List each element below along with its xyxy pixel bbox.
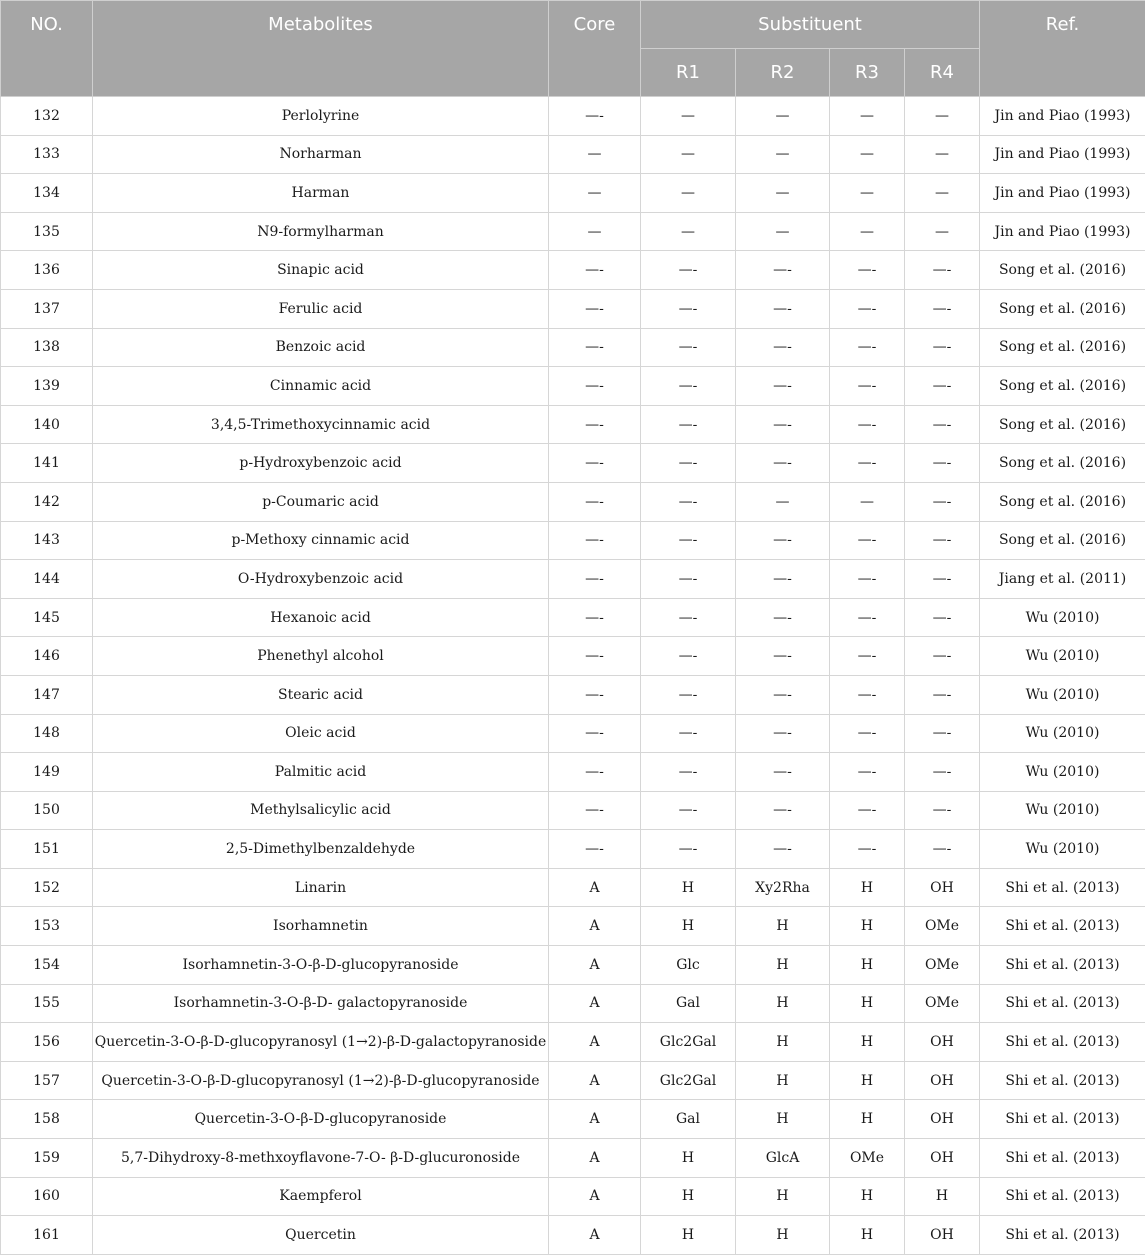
- cell-core: —-: [549, 637, 641, 676]
- cell-r3: —-: [830, 830, 905, 869]
- cell-r1: —-: [641, 675, 736, 714]
- cell-core: —-: [549, 675, 641, 714]
- table-row: [1, 521, 1145, 560]
- table-row: [1, 984, 1145, 1023]
- cell-r2: —: [736, 212, 830, 251]
- cell-r1: —-: [641, 637, 736, 676]
- cell-core: —: [549, 212, 641, 251]
- header-core: Core: [549, 1, 641, 97]
- cell-r4: OH: [905, 1216, 980, 1255]
- cell-r1: —-: [641, 444, 736, 483]
- cell-metabolite: 2,5-Dimethylbenzaldehyde: [93, 830, 549, 869]
- cell-r2: H: [736, 1023, 830, 1062]
- cell-r3: H: [830, 907, 905, 946]
- cell-metabolite: 5,7-Dihydroxy-8-methxoyflavone-7-O- β-D-glucuronoside: [93, 1139, 549, 1178]
- cell-r3: —: [830, 97, 905, 136]
- cell-r3: —-: [830, 598, 905, 637]
- table-row: [1, 367, 1145, 406]
- cell-r3: —: [830, 135, 905, 174]
- cell-r1: —: [641, 174, 736, 213]
- cell-metabolite: Quercetin-3-O-β-D-glucopyranosyl (1→2)-β-D-glucopyranoside: [93, 1061, 549, 1100]
- cell-r3: —-: [830, 328, 905, 367]
- cell-metabolite: Isorhamnetin-3-O-β-D- galactopyranoside: [93, 984, 549, 1023]
- cell-r1: H: [641, 1177, 736, 1216]
- cell-metabolite: Isorhamnetin-3-O-β-D-glucopyranoside: [93, 946, 549, 985]
- cell-core: A: [549, 907, 641, 946]
- cell-r4: OH: [905, 1061, 980, 1100]
- cell-r2: H: [736, 1100, 830, 1139]
- cell-metabolite: Stearic acid: [93, 675, 549, 714]
- cell-core: —-: [549, 289, 641, 328]
- cell-r3: H: [830, 1177, 905, 1216]
- table-row: [1, 251, 1145, 290]
- cell-r2: —-: [736, 289, 830, 328]
- header-ref: Ref.: [980, 1, 1145, 97]
- cell-no: 149: [1, 753, 93, 792]
- cell-r4: OMe: [905, 984, 980, 1023]
- cell-metabolite: Palmitic acid: [93, 753, 549, 792]
- cell-metabolite: Quercetin-3-O-β-D-glucopyranoside: [93, 1100, 549, 1139]
- cell-ref: Shi et al. (2013): [980, 1216, 1145, 1255]
- cell-core: A: [549, 1061, 641, 1100]
- cell-r2: H: [736, 1216, 830, 1255]
- cell-r4: —: [905, 97, 980, 136]
- cell-r4: OMe: [905, 946, 980, 985]
- cell-ref: Shi et al. (2013): [980, 984, 1145, 1023]
- cell-core: —-: [549, 251, 641, 290]
- cell-r1: —-: [641, 328, 736, 367]
- cell-r2: —-: [736, 444, 830, 483]
- cell-no: 158: [1, 1100, 93, 1139]
- cell-r3: —-: [830, 560, 905, 599]
- cell-r1: —-: [641, 560, 736, 599]
- cell-core: —-: [549, 753, 641, 792]
- cell-r2: —-: [736, 675, 830, 714]
- cell-metabolite: N9-formylharman: [93, 212, 549, 251]
- cell-r2: —: [736, 482, 830, 521]
- cell-r4: —-: [905, 444, 980, 483]
- table-row: [1, 97, 1145, 136]
- cell-r2: Xy2Rha: [736, 868, 830, 907]
- cell-r4: OH: [905, 868, 980, 907]
- cell-metabolite: Quercetin: [93, 1216, 549, 1255]
- cell-core: A: [549, 946, 641, 985]
- cell-r4: OMe: [905, 907, 980, 946]
- table-row: [1, 868, 1145, 907]
- cell-core: —-: [549, 791, 641, 830]
- cell-r3: H: [830, 984, 905, 1023]
- cell-no: 159: [1, 1139, 93, 1178]
- cell-no: 136: [1, 251, 93, 290]
- cell-r3: —-: [830, 753, 905, 792]
- cell-no: 154: [1, 946, 93, 985]
- cell-core: A: [549, 868, 641, 907]
- cell-no: 160: [1, 1177, 93, 1216]
- header-r2: R2: [736, 49, 830, 97]
- table-row: [1, 482, 1145, 521]
- cell-r3: H: [830, 1100, 905, 1139]
- table-row: [1, 791, 1145, 830]
- table-row: [1, 289, 1145, 328]
- cell-ref: Wu (2010): [980, 753, 1145, 792]
- cell-r2: —: [736, 135, 830, 174]
- cell-r2: H: [736, 1177, 830, 1216]
- cell-no: 143: [1, 521, 93, 560]
- cell-no: 147: [1, 675, 93, 714]
- cell-ref: Jin and Piao (1993): [980, 174, 1145, 213]
- cell-metabolite: Ferulic acid: [93, 289, 549, 328]
- cell-r2: —-: [736, 598, 830, 637]
- cell-metabolite: Norharman: [93, 135, 549, 174]
- cell-no: 137: [1, 289, 93, 328]
- cell-no: 138: [1, 328, 93, 367]
- cell-ref: Shi et al. (2013): [980, 907, 1145, 946]
- cell-metabolite: Methylsalicylic acid: [93, 791, 549, 830]
- cell-r3: —-: [830, 251, 905, 290]
- cell-r1: —-: [641, 405, 736, 444]
- cell-r3: H: [830, 1216, 905, 1255]
- cell-metabolite: Hexanoic acid: [93, 598, 549, 637]
- cell-no: 157: [1, 1061, 93, 1100]
- cell-r2: —-: [736, 521, 830, 560]
- cell-no: 146: [1, 637, 93, 676]
- cell-r3: H: [830, 1061, 905, 1100]
- cell-r4: —-: [905, 598, 980, 637]
- cell-ref: Wu (2010): [980, 830, 1145, 869]
- cell-ref: Wu (2010): [980, 637, 1145, 676]
- cell-r3: —: [830, 482, 905, 521]
- cell-no: 155: [1, 984, 93, 1023]
- cell-r4: —-: [905, 289, 980, 328]
- cell-metabolite: Benzoic acid: [93, 328, 549, 367]
- cell-core: —-: [549, 830, 641, 869]
- cell-no: 151: [1, 830, 93, 869]
- cell-ref: Song et al. (2016): [980, 289, 1145, 328]
- cell-r1: —: [641, 135, 736, 174]
- table-row: [1, 675, 1145, 714]
- cell-metabolite: Oleic acid: [93, 714, 549, 753]
- cell-r2: —-: [736, 251, 830, 290]
- table-row: [1, 405, 1145, 444]
- cell-r4: H: [905, 1177, 980, 1216]
- cell-ref: Shi et al. (2013): [980, 868, 1145, 907]
- cell-no: 141: [1, 444, 93, 483]
- cell-ref: Shi et al. (2013): [980, 1177, 1145, 1216]
- cell-r2: —-: [736, 367, 830, 406]
- cell-ref: Jin and Piao (1993): [980, 135, 1145, 174]
- cell-core: A: [549, 984, 641, 1023]
- cell-r1: H: [641, 1139, 736, 1178]
- cell-r3: —-: [830, 444, 905, 483]
- cell-ref: Song et al. (2016): [980, 482, 1145, 521]
- cell-r2: H: [736, 907, 830, 946]
- cell-r2: GlcA: [736, 1139, 830, 1178]
- cell-no: 132: [1, 97, 93, 136]
- cell-ref: Song et al. (2016): [980, 251, 1145, 290]
- cell-core: —-: [549, 367, 641, 406]
- cell-r3: —-: [830, 791, 905, 830]
- table-row: [1, 1177, 1145, 1216]
- cell-r4: —-: [905, 482, 980, 521]
- cell-metabolite: Kaempferol: [93, 1177, 549, 1216]
- cell-core: A: [549, 1100, 641, 1139]
- cell-r4: —-: [905, 521, 980, 560]
- cell-r2: H: [736, 946, 830, 985]
- cell-r1: Glc: [641, 946, 736, 985]
- cell-core: —-: [549, 97, 641, 136]
- cell-r4: —-: [905, 791, 980, 830]
- table-row: [1, 714, 1145, 753]
- cell-r1: —-: [641, 251, 736, 290]
- header-r1: R1: [641, 49, 736, 97]
- cell-r3: —-: [830, 405, 905, 444]
- cell-r2: —-: [736, 830, 830, 869]
- cell-r1: —-: [641, 367, 736, 406]
- table-row: [1, 328, 1145, 367]
- cell-r4: —-: [905, 830, 980, 869]
- cell-metabolite: Isorhamnetin: [93, 907, 549, 946]
- cell-no: 144: [1, 560, 93, 599]
- table-row: [1, 560, 1145, 599]
- table-row: [1, 1216, 1145, 1255]
- cell-no: 134: [1, 174, 93, 213]
- cell-core: —-: [549, 328, 641, 367]
- cell-r1: —-: [641, 714, 736, 753]
- cell-r1: Gal: [641, 984, 736, 1023]
- cell-core: A: [549, 1023, 641, 1062]
- cell-r4: —-: [905, 367, 980, 406]
- cell-r3: —-: [830, 367, 905, 406]
- table-row: [1, 174, 1145, 213]
- cell-no: 152: [1, 868, 93, 907]
- cell-core: A: [549, 1177, 641, 1216]
- cell-r2: —: [736, 174, 830, 213]
- cell-r4: —-: [905, 714, 980, 753]
- header-substituent: Substituent: [641, 1, 980, 49]
- cell-metabolite: p-Methoxy cinnamic acid: [93, 521, 549, 560]
- cell-r2: —-: [736, 753, 830, 792]
- cell-ref: Song et al. (2016): [980, 328, 1145, 367]
- cell-metabolite: Sinapic acid: [93, 251, 549, 290]
- cell-no: 161: [1, 1216, 93, 1255]
- cell-metabolite: 3,4,5-Trimethoxycinnamic acid: [93, 405, 549, 444]
- cell-r3: —-: [830, 675, 905, 714]
- table-row: [1, 907, 1145, 946]
- cell-r3: H: [830, 868, 905, 907]
- cell-metabolite: Linarin: [93, 868, 549, 907]
- cell-core: A: [549, 1216, 641, 1255]
- cell-ref: Jin and Piao (1993): [980, 212, 1145, 251]
- cell-metabolite: Quercetin-3-O-β-D-glucopyranosyl (1→2)-β-D-galactopyranoside: [93, 1023, 549, 1062]
- cell-no: 153: [1, 907, 93, 946]
- cell-r4: —-: [905, 753, 980, 792]
- cell-core: A: [549, 1139, 641, 1178]
- cell-metabolite: Cinnamic acid: [93, 367, 549, 406]
- table-row: [1, 830, 1145, 869]
- cell-r4: —: [905, 174, 980, 213]
- header-r3: R3: [830, 49, 905, 97]
- cell-ref: Wu (2010): [980, 675, 1145, 714]
- cell-ref: Shi et al. (2013): [980, 1100, 1145, 1139]
- cell-core: —-: [549, 444, 641, 483]
- header-metabolites: Metabolites: [93, 1, 549, 97]
- cell-ref: Wu (2010): [980, 598, 1145, 637]
- cell-r2: —: [736, 97, 830, 136]
- cell-r3: —-: [830, 289, 905, 328]
- cell-r3: H: [830, 1023, 905, 1062]
- cell-r4: OH: [905, 1023, 980, 1062]
- cell-ref: Jiang et al. (2011): [980, 560, 1145, 599]
- table-row: [1, 1139, 1145, 1178]
- table-row: [1, 598, 1145, 637]
- cell-core: —-: [549, 405, 641, 444]
- cell-no: 135: [1, 212, 93, 251]
- cell-r1: Gal: [641, 1100, 736, 1139]
- cell-no: 145: [1, 598, 93, 637]
- table-body: [1, 97, 1145, 1255]
- cell-core: —: [549, 174, 641, 213]
- table-row: [1, 946, 1145, 985]
- cell-r4: —: [905, 135, 980, 174]
- cell-ref: Wu (2010): [980, 791, 1145, 830]
- table-row: [1, 753, 1145, 792]
- cell-ref: Shi et al. (2013): [980, 1061, 1145, 1100]
- header-no: NO.: [1, 1, 93, 97]
- cell-r3: —-: [830, 637, 905, 676]
- table-row: [1, 212, 1145, 251]
- cell-metabolite: Harman: [93, 174, 549, 213]
- table-row: [1, 444, 1145, 483]
- cell-ref: Wu (2010): [980, 714, 1145, 753]
- cell-r1: —-: [641, 753, 736, 792]
- cell-r1: —-: [641, 830, 736, 869]
- table-row: [1, 1023, 1145, 1062]
- cell-no: 133: [1, 135, 93, 174]
- cell-r4: —-: [905, 405, 980, 444]
- cell-ref: Song et al. (2016): [980, 521, 1145, 560]
- cell-r1: —: [641, 97, 736, 136]
- cell-metabolite: Perlolyrine: [93, 97, 549, 136]
- cell-r4: OH: [905, 1139, 980, 1178]
- cell-metabolite: Phenethyl alcohol: [93, 637, 549, 676]
- cell-no: 150: [1, 791, 93, 830]
- cell-r4: —-: [905, 637, 980, 676]
- cell-ref: Shi et al. (2013): [980, 946, 1145, 985]
- cell-r4: —-: [905, 328, 980, 367]
- cell-ref: Shi et al. (2013): [980, 1023, 1145, 1062]
- cell-r2: —-: [736, 791, 830, 830]
- cell-no: 156: [1, 1023, 93, 1062]
- cell-r4: —-: [905, 560, 980, 599]
- table-row: [1, 1100, 1145, 1139]
- cell-r2: —-: [736, 405, 830, 444]
- table-row: [1, 135, 1145, 174]
- cell-r3: OMe: [830, 1139, 905, 1178]
- cell-metabolite: p-Hydroxybenzoic acid: [93, 444, 549, 483]
- cell-no: 139: [1, 367, 93, 406]
- header-r4: R4: [905, 49, 980, 97]
- cell-no: 140: [1, 405, 93, 444]
- cell-core: —-: [549, 598, 641, 637]
- cell-core: —-: [549, 521, 641, 560]
- cell-ref: Shi et al. (2013): [980, 1139, 1145, 1178]
- cell-r4: —: [905, 212, 980, 251]
- cell-r1: —-: [641, 598, 736, 637]
- cell-ref: Jin and Piao (1993): [980, 97, 1145, 136]
- cell-r3: —-: [830, 521, 905, 560]
- cell-r2: —-: [736, 714, 830, 753]
- table-header: [1, 1, 1145, 97]
- cell-ref: Song et al. (2016): [980, 367, 1145, 406]
- cell-ref: Song et al. (2016): [980, 405, 1145, 444]
- cell-metabolite: p-Coumaric acid: [93, 482, 549, 521]
- cell-r1: H: [641, 868, 736, 907]
- cell-core: —-: [549, 714, 641, 753]
- table-row: [1, 1061, 1145, 1100]
- cell-r4: —-: [905, 251, 980, 290]
- cell-metabolite: O-Hydroxybenzoic acid: [93, 560, 549, 599]
- cell-r1: Glc2Gal: [641, 1061, 736, 1100]
- cell-r1: —-: [641, 521, 736, 560]
- cell-r3: —-: [830, 714, 905, 753]
- cell-r1: —: [641, 212, 736, 251]
- cell-r2: —-: [736, 637, 830, 676]
- cell-no: 148: [1, 714, 93, 753]
- cell-r2: H: [736, 1061, 830, 1100]
- cell-core: —: [549, 135, 641, 174]
- cell-r4: OH: [905, 1100, 980, 1139]
- cell-r1: —-: [641, 289, 736, 328]
- cell-r4: —-: [905, 675, 980, 714]
- cell-r2: —-: [736, 560, 830, 599]
- cell-r2: H: [736, 984, 830, 1023]
- cell-r3: —: [830, 174, 905, 213]
- cell-r1: —-: [641, 482, 736, 521]
- cell-no: 142: [1, 482, 93, 521]
- cell-r1: Glc2Gal: [641, 1023, 736, 1062]
- table-row: [1, 637, 1145, 676]
- cell-r3: —: [830, 212, 905, 251]
- cell-r3: H: [830, 946, 905, 985]
- cell-core: —-: [549, 482, 641, 521]
- cell-r1: —-: [641, 791, 736, 830]
- cell-r1: H: [641, 907, 736, 946]
- cell-r1: H: [641, 1216, 736, 1255]
- cell-r2: —-: [736, 328, 830, 367]
- cell-core: —-: [549, 560, 641, 599]
- cell-ref: Song et al. (2016): [980, 444, 1145, 483]
